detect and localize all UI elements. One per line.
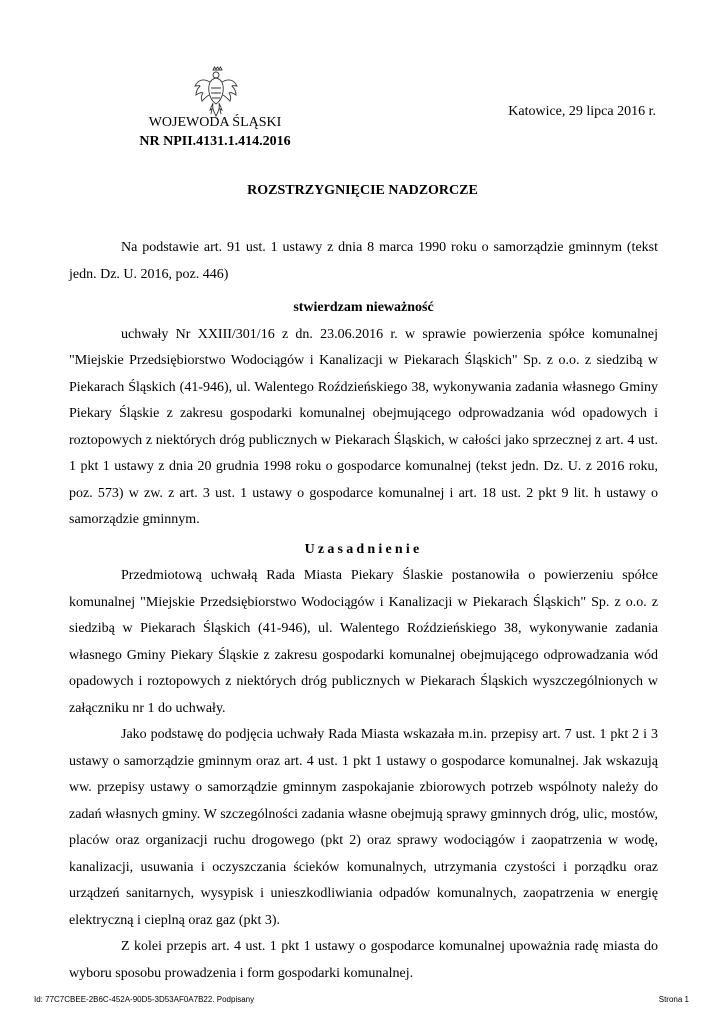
justification-paragraph-1: Przedmiotową uchwałą Rada Miasta Piekary Ślaskie postanowiła o powierzeniu spółce komunalnej "Miejskie Przedsiębiorstwo Wodociągów i Kanalizacji w Piekarach Śląskich" Sp. z o.o. z siedzibą w Piekarach Śląskich (41-946), ul. Walentego Roździeńskiego 38, wykonywanie zadania własnego Gminy Piekary Śląskie z zakresu gospodarki komunalnej obejmującego odprowadzania wód opadowych i roztopowych z niektórych dróg publicznych w Piekarach Śląskich wyszczególnionych w załączniku nr 1 do uchwały.: [69, 568, 658, 716]
decision-paragraph: uchwały Nr XXIII/301/16 z dn. 23.06.2016 r. w sprawie powierzenia spółce komunalnej "Miejskie Przedsiębiorstwo Wodociągów i Kanalizacji w Piekarach Śląskich" Sp. z o.o. z siedzibą w Piekarach Śląskich (41-946), ul. Walentego Roździeńskiego 38, wykonywania zadania własnego Gminy Piekary Śląskie z zakresu gospodarki komunalnej obejmującego odprowadzania wód opadowych i roztopowych z niektórych dróg publicznych w Piekarach Śląskich, w całości jako sprzecznej z art. 4 ust. 1 pkt 1 ustawy z dnia 20 grudnia 1998 roku o gospodarce komunalnej (tekst jedn. Dz. U. z 2016 roku, poz. 573) w zw. z art. 3 ust. 1 ustawy o gospodarce komunalnej i art. 18 ust. 2 pkt 9 lit. h ustawy o samorządzie gminnym.: [69, 326, 658, 527]
white-eagle-emblem-icon: [193, 66, 239, 118]
decision-heading: stwierdzam nieważność: [293, 300, 434, 315]
justification-paragraph-2: Jako podstawę do podjęcia uchwały Rada Miasta wskazała m.in. przepisy art. 7 ust. 1 pkt 2 i 3 ustawy o samorządzie gminnym oraz art. 4 ust. 1 pkt 1 ustawy o gospodarce komunalnej. Jak wskazują ww. przepisy ustawy o samorządzie gminnym zaspokajanie zbiorowych potrzeb wspólnoty należy do zadań własnych gminy. W szczególności zadania własne obejmują sprawy gminnych dróg, ulic, mostów, placów oraz organizacji ruchu drogowego (pkt 2) oraz sprawy wodociągów i zaopatrzenia w wodę, kanalizacji, usuwania i oczyszczania ścieków komunalnych, utrzymania czystości i porządku oraz urządzeń sanitarnych, wysypisk i unieszkodliwiania odpadów komunalnych, zaopatrzenia w energię elektryczną i cieplną oraz gaz (pkt 3).: [69, 727, 658, 928]
legal-basis-paragraph: Na podstawie art. 91 ust. 1 ustawy z dnia 8 marca 1990 roku o samorządzie gminnym (tekst jedn. Dz. U. 2016, poz. 446): [69, 240, 658, 282]
justification-heading: Uzasadnienie: [304, 541, 423, 557]
issuer-name: WOJEWODA ŚLĄSKI: [148, 115, 282, 130]
document-body: [69, 235, 658, 987]
document-title: ROZSTRZYGNIĘCIE NADZORCZE: [247, 183, 478, 198]
page-number: Strona 1: [658, 995, 689, 1004]
document-id-footer: Id: 77C7CBEE-2B6C-452A-90D5-3D53AF0A7B22. Podpisany: [34, 995, 255, 1004]
justification-paragraph-3: Z kolei przepis art. 4 ust. 1 pkt 1 ustawy o gospodarce komunalnej upoważnia radę miasta do wyboru sposobu prowadzenia i form gospodarki komunalnej.: [69, 939, 658, 981]
place-date: Katowice, 29 lipca 2016 r.: [508, 104, 656, 119]
issuer-block: [120, 113, 310, 151]
case-number: NR NPII.4131.1.414.2016: [139, 134, 291, 149]
